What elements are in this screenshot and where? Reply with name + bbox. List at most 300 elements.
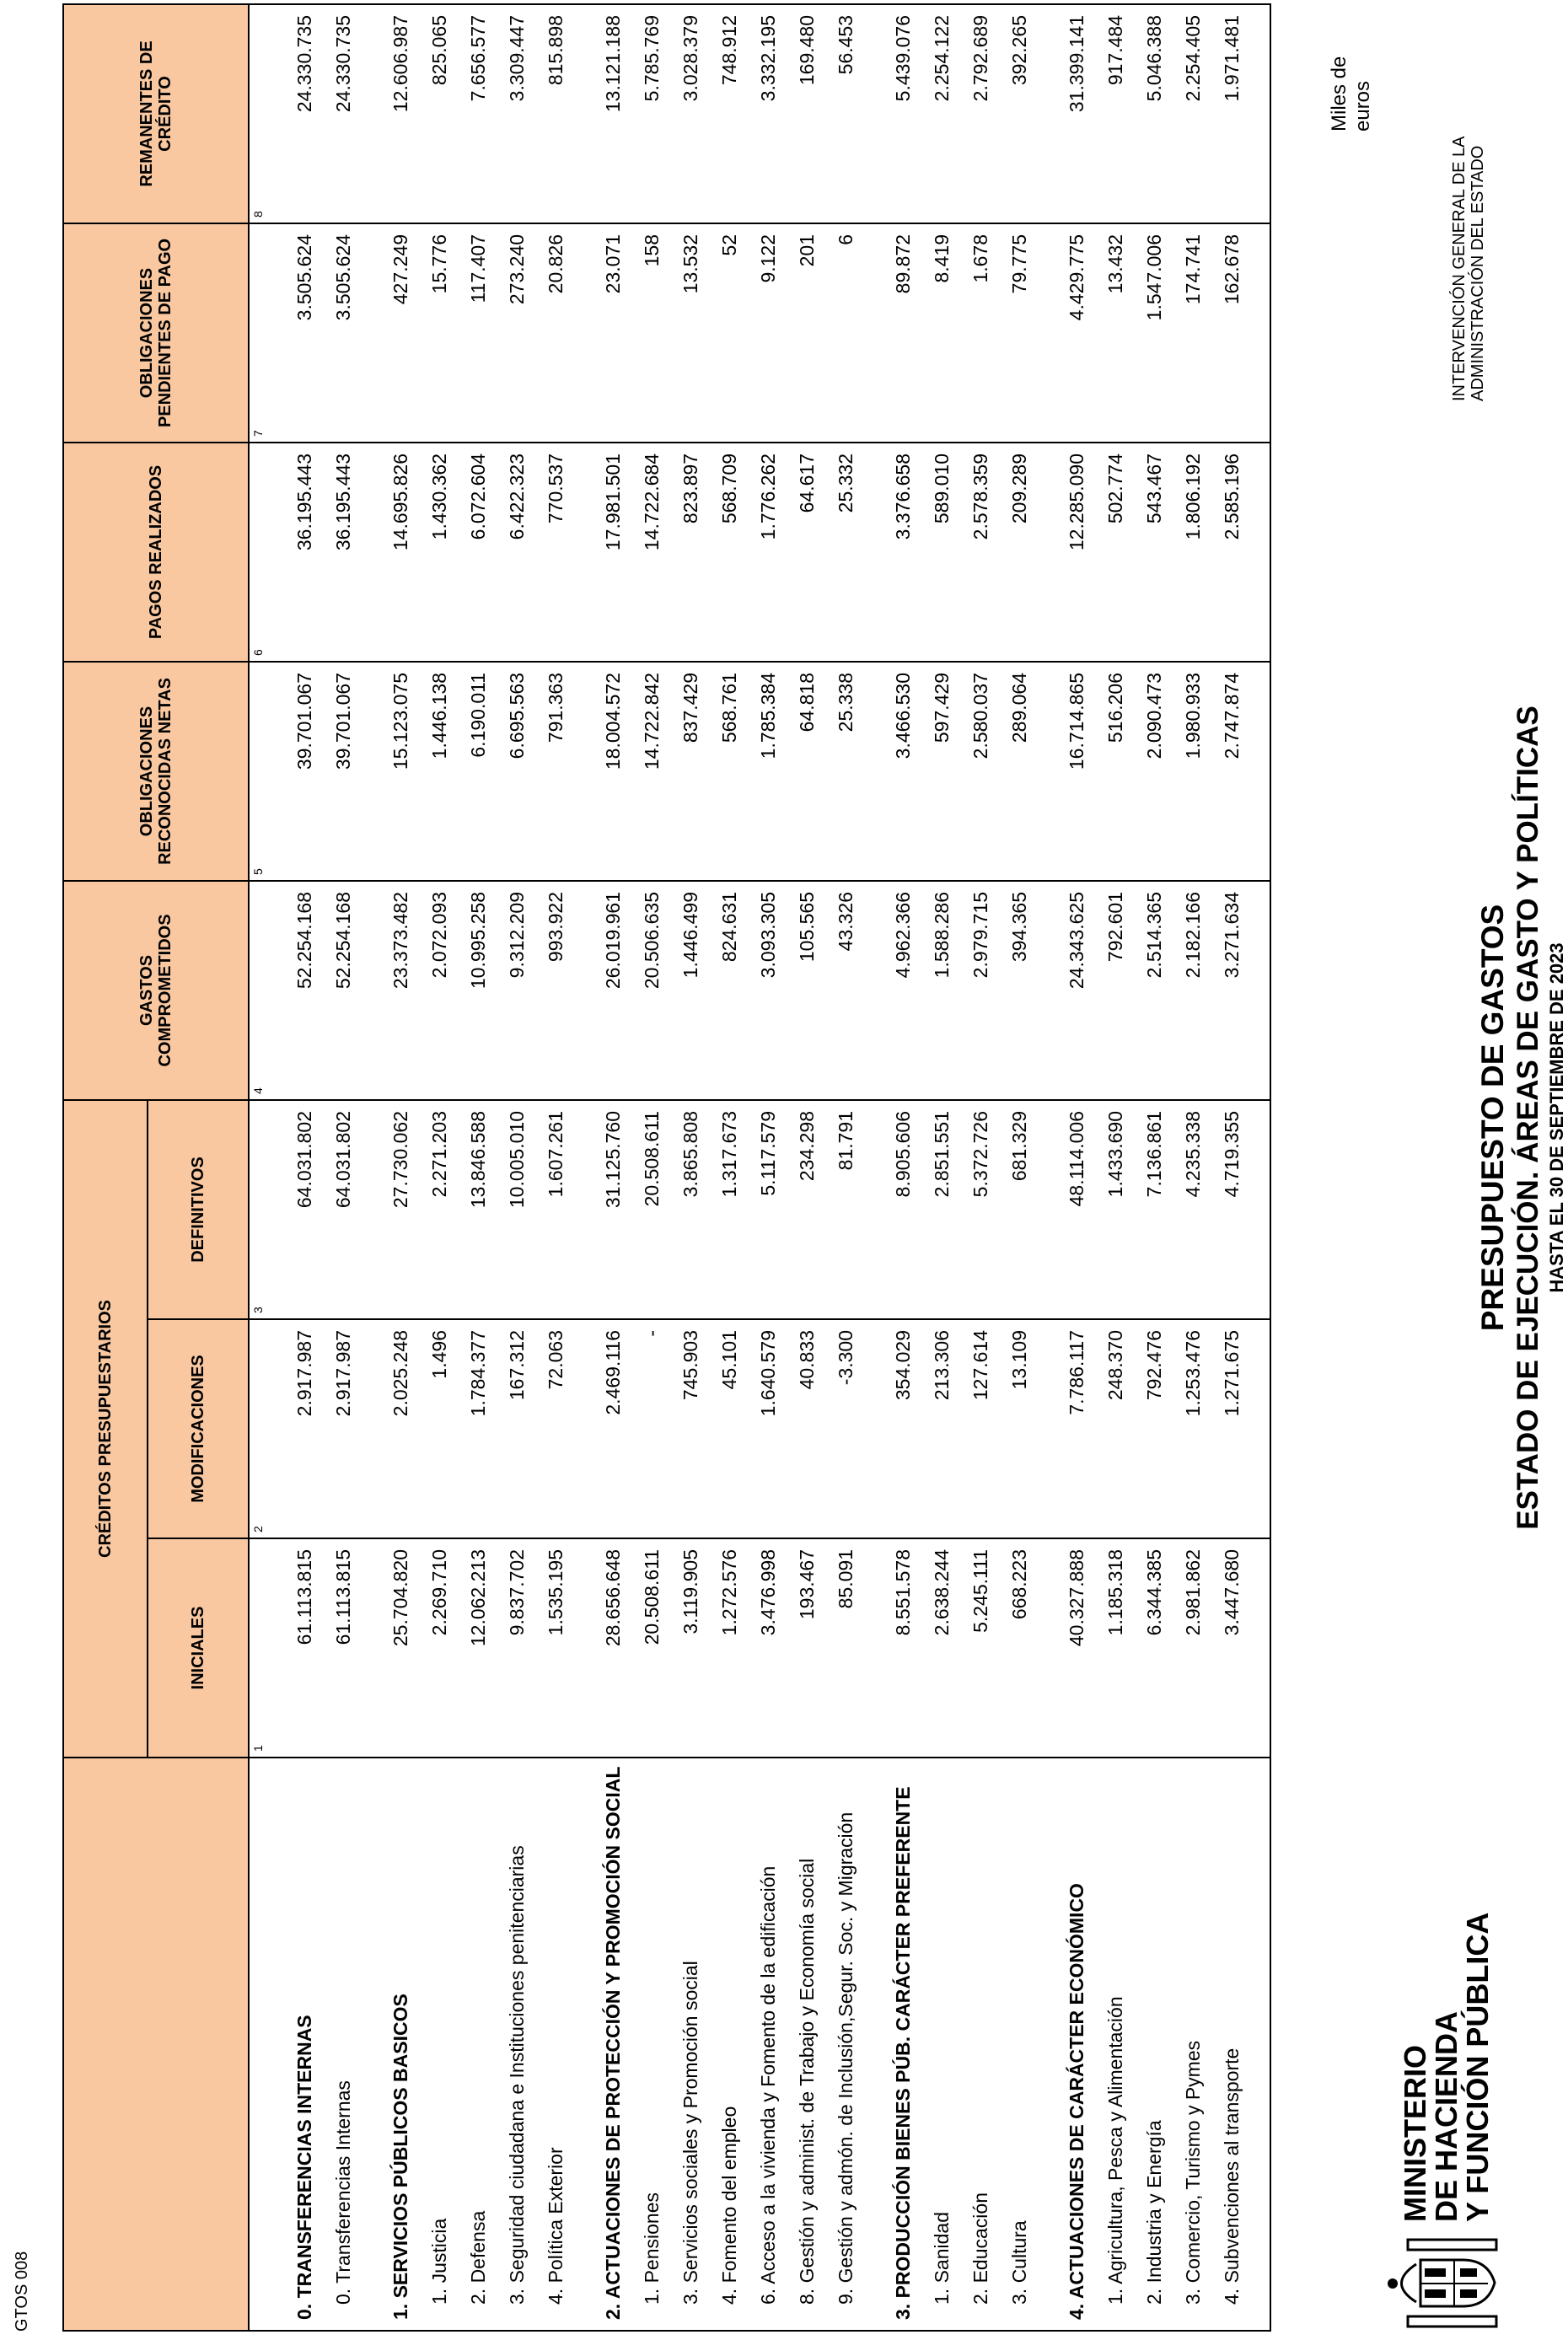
area-value: 28.656.648 [593,1538,632,1758]
policy-label: 9. Gestión y admón. de Inclusión,Segur. Soc. y Migración [826,1758,865,2331]
header-remanentes-credito: REMANENTES DE CRÉDITO [63,4,249,223]
policy-value: 3.309.447 [497,4,536,223]
policy-value: 213.306 [922,1319,961,1538]
policy-row [1096,4,1135,2331]
policy-value: 2.269.710 [420,1538,459,1758]
policy-value: 14.722.842 [632,662,671,881]
policy-value: 6.695.563 [497,662,536,881]
spacer-cell [575,223,593,443]
area-value: 14.695.826 [381,443,420,662]
area-value: 25.704.820 [381,1538,420,1758]
spacer-cell [1251,4,1270,223]
policy-value: 158 [632,223,671,443]
policy-value: 3.447.680 [1212,1538,1251,1758]
policy-row [497,4,536,2331]
area-value: 4.429.775 [1057,223,1096,443]
policy-value: 127.614 [961,1319,1000,1538]
column-number: 4 [249,881,266,1100]
policy-value: 1.317.673 [710,1100,749,1319]
column-number: 6 [249,443,266,662]
policy-label: 3. Comercio, Turismo y Pymes [1173,1758,1212,2331]
policy-value: 770.537 [536,443,575,662]
policy-label: 2. Educación [961,1758,1000,2331]
policy-label: 0. Transferencias Internas [324,1758,362,2331]
policy-value: 2.578.359 [961,443,1000,662]
policy-value: 2.792.689 [961,4,1000,223]
policy-value: 201 [787,223,826,443]
policy-value: 20.508.611 [632,1538,671,1758]
policy-row [459,4,497,2331]
policy-value: 6.190.011 [459,662,497,881]
policy-value: 64.031.802 [324,1100,362,1319]
policy-value: 9.122 [749,223,787,443]
policy-value: 79.775 [1000,223,1039,443]
policy-value: 7.136.861 [1135,1100,1173,1319]
area-value: 61.113.815 [285,1538,324,1758]
policy-value: 748.912 [710,4,749,223]
header-definitivos: DEFINITIVOS [148,1100,249,1319]
spacer-cell [1039,881,1057,1100]
area-value: 12.606.987 [381,4,420,223]
policy-value: 20.506.635 [632,881,671,1100]
header-iniciales: INICIALES [148,1538,249,1758]
spacer-cell [362,443,381,662]
policy-value: 1.446.499 [671,881,710,1100]
policy-value: 64.818 [787,662,826,881]
spacer-cell [575,1758,593,2331]
policy-value: 25.332 [826,443,865,662]
area-value: 13.121.188 [593,4,632,223]
policy-value: 2.981.862 [1173,1538,1212,1758]
area-label: 4. ACTUACIONES DE CARÁCTER ECONÓMICO [1057,1758,1096,2331]
policy-value: 43.326 [826,881,865,1100]
policy-label: 1. Justicia [420,1758,459,2331]
policy-value: 85.091 [826,1538,865,1758]
policy-value: 3.505.624 [324,223,362,443]
policy-value: 72.063 [536,1319,575,1538]
area-value: 7.786.117 [1057,1319,1096,1538]
spacer-cell [266,223,285,443]
policy-value: 5.245.111 [961,1538,1000,1758]
policy-value: 824.631 [710,881,749,1100]
policy-value: 1.971.481 [1212,4,1251,223]
table-header [63,4,249,2331]
area-value: 39.701.067 [285,662,324,881]
policy-value: 745.903 [671,1319,710,1538]
issuing-body [1450,136,1487,401]
policy-value: 24.330.735 [324,4,362,223]
header-gastos-comprometidos: GASTOS COMPROMETIDOS [63,881,249,1100]
header-blank [63,1758,249,2331]
spacer-row [865,4,883,2331]
spacer-cell [865,443,883,662]
spacer-row [1039,4,1057,2331]
policy-value: 792.601 [1096,881,1135,1100]
area-value: 18.004.572 [593,662,632,881]
policy-value: 4.235.338 [1173,1100,1212,1319]
spacer-cell [865,662,883,881]
policy-label: 4. Política Exterior [536,1758,575,2331]
policy-value: 13.432 [1096,223,1135,443]
policy-value: 543.467 [1135,443,1173,662]
spacer-cell [1251,662,1270,881]
policy-value: 289.064 [1000,662,1039,881]
policy-row [536,4,575,2331]
spacer-cell [865,1538,883,1758]
area-value: 3.376.658 [883,443,922,662]
policy-value: 568.709 [710,443,749,662]
policy-value: 2.917.987 [324,1319,362,1538]
policy-value: 792.476 [1135,1319,1173,1538]
policy-value: 823.897 [671,443,710,662]
header-modificaciones: MODIFICACIONES [148,1319,249,1538]
budget-table [62,3,1271,2332]
spacer-cell [575,4,593,223]
area-value: 8.905.606 [883,1100,922,1319]
column-number: 3 [249,1100,266,1319]
ministry-name [1399,1913,1493,2222]
policy-value: 2.271.203 [420,1100,459,1319]
policy-row [671,4,710,2331]
policy-label: 4. Subvenciones al transporte [1212,1758,1251,2331]
policy-value: 815.898 [536,4,575,223]
ige-line: ADMINISTRACIÓN DEL ESTADO [1469,145,1487,401]
policy-value: 681.329 [1000,1100,1039,1319]
policy-value: 20.508.611 [632,1100,671,1319]
policy-value: 3.865.808 [671,1100,710,1319]
policy-value: 105.565 [787,881,826,1100]
spacer-cell [865,881,883,1100]
spacer-cell [575,1319,593,1538]
policy-value: 1.185.318 [1096,1538,1135,1758]
area-value: 2.469.116 [593,1319,632,1538]
policy-value: 9.312.209 [497,881,536,1100]
policy-value: 1.446.138 [420,662,459,881]
area-value: 3.466.530 [883,662,922,881]
spacer-cell [575,881,593,1100]
area-value: 31.399.141 [1057,4,1096,223]
spacer-cell [1251,881,1270,1100]
area-row [883,4,922,2331]
policy-row [632,4,671,2331]
spacer-cell [1039,1758,1057,2331]
policy-row [787,4,826,2331]
spacer-cell [575,1538,593,1758]
header-obligaciones-pendientes: OBLIGACIONES PENDIENTES DE PAGO [63,223,249,443]
policy-value: 1.678 [961,223,1000,443]
spacer-cell [1039,443,1057,662]
spacer-cell [266,662,285,881]
policy-value: 39.701.067 [324,662,362,881]
policy-value: 52 [710,223,749,443]
policy-label: 1. Agricultura, Pesca y Alimentación [1096,1758,1135,2331]
policy-value: 2.254.405 [1173,4,1212,223]
area-value: 12.285.090 [1057,443,1096,662]
policy-value: 64.617 [787,443,826,662]
coat-of-arms-icon [1383,2235,1505,2332]
area-label: 1. SERVICIOS PÚBLICOS BASICOS [381,1758,420,2331]
policy-value: 2.254.122 [922,4,961,223]
spacer-cell [1039,223,1057,443]
column-number: 7 [249,223,266,443]
policy-value: 3.332.195 [749,4,787,223]
policy-row [826,4,865,2331]
policy-value: 392.265 [1000,4,1039,223]
policy-value: - [632,1319,671,1538]
policy-value: 1.785.384 [749,662,787,881]
policy-value: 6 [826,223,865,443]
area-row [1057,4,1096,2331]
spacer-cell [1251,223,1270,443]
spacer-cell [362,881,381,1100]
policy-value: 10.995.258 [459,881,497,1100]
column-number: 1 [249,1538,266,1758]
area-value: 52.254.168 [285,881,324,1100]
footer-code: GTOS 008 [13,2251,31,2332]
spacer-cell [266,443,285,662]
policy-value: 1.776.262 [749,443,787,662]
column-number: 8 [249,4,266,223]
policy-value: 516.206 [1096,662,1135,881]
policy-value: 3.271.634 [1212,881,1251,1100]
policy-value: 117.407 [459,223,497,443]
policy-value: 4.719.355 [1212,1100,1251,1319]
policy-value: 791.363 [536,662,575,881]
header-obligaciones-reconocidas: OBLIGACIONES RECONOCIDAS NETAS [63,662,249,881]
policy-value: 2.851.551 [922,1100,961,1319]
header-pagos-realizados: PAGOS REALIZADOS [63,443,249,662]
spacer-row [575,4,593,2331]
area-value: 5.439.076 [883,4,922,223]
policy-value: 3.476.998 [749,1538,787,1758]
policy-row [324,4,362,2331]
policy-value: 2.638.244 [922,1538,961,1758]
area-value: 8.551.578 [883,1538,922,1758]
policy-value: 6.344.385 [1135,1538,1173,1758]
area-value: 40.327.888 [1057,1538,1096,1758]
policy-value: 2.747.874 [1212,662,1251,881]
policy-value: 5.785.769 [632,4,671,223]
policy-value: 167.312 [497,1319,536,1538]
area-value: 23.373.482 [381,881,420,1100]
title-line-3: HASTA EL 30 DE SEPTIEMBRE DE 2023 [1546,942,1567,1293]
policy-value: 12.062.213 [459,1538,497,1758]
policy-row [1212,4,1251,2331]
policy-value: 1.272.576 [710,1538,749,1758]
spacer-cell [362,1319,381,1538]
title-line-2: ESTADO DE EJECUCIÓN. ÁREAS DE GASTO Y POLÍTICAS [1512,706,1544,1530]
spacer-cell [362,223,381,443]
policy-value: 837.429 [671,662,710,881]
policy-label: 6. Acceso a la vivienda y Fomento de la edificación [749,1758,787,2331]
spacer-cell [1039,1100,1057,1319]
policy-value: 825.065 [420,4,459,223]
spacer-row [362,4,381,2331]
table-body [249,4,1270,2331]
policy-value: 193.467 [787,1538,826,1758]
spacer-cell [575,443,593,662]
policy-value: 20.826 [536,223,575,443]
ministry-line: MINISTERIO [1398,2044,1432,2222]
area-value: 2.917.987 [285,1319,324,1538]
policy-value: 993.922 [536,881,575,1100]
area-value: 15.123.075 [381,662,420,881]
spacer-cell [1039,662,1057,881]
spacer-cell [575,1100,593,1319]
policy-label: 2. Defensa [459,1758,497,2331]
policy-value: 3.093.305 [749,881,787,1100]
policy-value: 234.298 [787,1100,826,1319]
policy-value: 162.678 [1212,223,1251,443]
policy-value: 568.761 [710,662,749,881]
policy-value: 3.119.905 [671,1538,710,1758]
spacer-cell [1251,1319,1270,1538]
policy-value: 10.005.010 [497,1100,536,1319]
policy-value: 5.117.579 [749,1100,787,1319]
area-value: 427.249 [381,223,420,443]
column-number-blank [249,1758,266,2331]
spacer-cell [362,662,381,881]
ministry-line: DE HACIENDA [1429,2010,1463,2222]
policy-value: 273.240 [497,223,536,443]
policy-label: 3. Servicios sociales y Promoción social [671,1758,710,2331]
area-value: 16.714.865 [1057,662,1096,881]
spacer-row [266,4,285,2331]
report-title [1475,654,1568,1581]
spacer-cell [362,1758,381,2331]
area-value: 26.019.961 [593,881,632,1100]
area-value: 89.872 [883,223,922,443]
spacer-row [1251,4,1270,2331]
policy-value: -3.300 [826,1319,865,1538]
policy-row [1173,4,1212,2331]
area-row [285,4,324,2331]
policy-value: 1.980.933 [1173,662,1212,881]
policy-value: 1.430.362 [420,443,459,662]
policy-value: 1.253.476 [1173,1319,1212,1538]
area-value: 354.029 [883,1319,922,1538]
policy-value: 6.422.323 [497,443,536,662]
spacer-cell [266,881,285,1100]
policy-value: 8.419 [922,223,961,443]
spacer-cell [575,662,593,881]
policy-value: 1.607.261 [536,1100,575,1319]
column-number: 2 [249,1319,266,1538]
policy-value: 61.113.815 [324,1538,362,1758]
policy-label: 4. Fomento del empleo [710,1758,749,2331]
policy-value: 1.547.006 [1135,223,1173,443]
policy-value: 36.195.443 [324,443,362,662]
policy-value: 56.453 [826,4,865,223]
policy-value: 174.741 [1173,223,1212,443]
units-label: Miles de euros [1328,56,1374,131]
policy-label: 8. Gestión y administ. de Trabajo y Economía social [787,1758,826,2331]
policy-row [1000,4,1039,2331]
policy-value: 668.223 [1000,1538,1039,1758]
policy-value: 597.429 [922,662,961,881]
policy-label: 3. Seguridad ciudadana e Instituciones penitenciarias [497,1758,536,2331]
area-label: 3. PRODUCCIÓN BIENES PÚB. CARÁCTER PREFERENTE [883,1758,922,2331]
area-value: 36.195.443 [285,443,324,662]
area-value: 4.962.366 [883,881,922,1100]
spacer-cell [266,1538,285,1758]
area-row [381,4,420,2331]
policy-value: 2.580.037 [961,662,1000,881]
policy-value: 40.833 [787,1319,826,1538]
column-number-row [249,4,266,2331]
policy-value: 394.365 [1000,881,1039,1100]
area-value: 31.125.760 [593,1100,632,1319]
policy-value: 2.072.093 [420,881,459,1100]
policy-value: 13.846.588 [459,1100,497,1319]
policy-value: 2.182.166 [1173,881,1212,1100]
policy-row [922,4,961,2331]
ministry-line: Y FUNCIÓN PÚBLICA [1460,1912,1495,2222]
spacer-cell [1039,1538,1057,1758]
policy-value: 2.514.365 [1135,881,1173,1100]
policy-row [749,4,787,2331]
spacer-cell [266,1319,285,1538]
policy-label: 1. Pensiones [632,1758,671,2331]
spacer-cell [865,1100,883,1319]
policy-row [710,4,749,2331]
policy-value: 15.776 [420,223,459,443]
spacer-cell [1251,1538,1270,1758]
policy-label: 1. Sanidad [922,1758,961,2331]
spacer-cell [266,4,285,223]
area-value: 24.330.735 [285,4,324,223]
policy-value: 209.289 [1000,443,1039,662]
policy-value: 13.532 [671,223,710,443]
policy-value: 248.370 [1096,1319,1135,1538]
ige-line: INTERVENCIÓN GENERAL DE LA [1450,136,1469,401]
area-value: 27.730.062 [381,1100,420,1319]
column-number: 5 [249,662,266,881]
spacer-cell [362,1100,381,1319]
policy-value: 1.535.195 [536,1538,575,1758]
policy-value: 52.254.168 [324,881,362,1100]
policy-value: 3.028.379 [671,4,710,223]
spacer-cell [1251,1100,1270,1319]
policy-value: 2.979.715 [961,881,1000,1100]
policy-value: 1.271.675 [1212,1319,1251,1538]
policy-row [420,4,459,2331]
area-value: 2.025.248 [381,1319,420,1538]
spacer-cell [1039,4,1057,223]
area-value: 64.031.802 [285,1100,324,1319]
area-value: 48.114.006 [1057,1100,1096,1319]
title-line-1: PRESUPUESTO DE GASTOS [1475,904,1510,1332]
policy-value: 1.784.377 [459,1319,497,1538]
area-value: 24.343.625 [1057,881,1096,1100]
area-value: 17.981.501 [593,443,632,662]
header-creditos-presupuestarios: CRÉDITOS PRESUPUESTARIOS [63,1100,148,1758]
policy-value: 14.722.684 [632,443,671,662]
policy-value: 6.072.604 [459,443,497,662]
policy-row [1135,4,1173,2331]
policy-label: 2. Industria y Energía [1135,1758,1173,2331]
spacer-cell [266,1100,285,1319]
spacer-cell [1251,1758,1270,2331]
spacer-cell [266,1758,285,2331]
policy-value: 2.585.196 [1212,443,1251,662]
spacer-cell [865,4,883,223]
policy-value: 25.338 [826,662,865,881]
policy-row [961,4,1000,2331]
area-label: 2. ACTUACIONES DE PROTECCIÓN Y PROMOCIÓN SOCIAL [593,1758,632,2331]
policy-value: 2.090.473 [1135,662,1173,881]
spacer-cell [865,223,883,443]
